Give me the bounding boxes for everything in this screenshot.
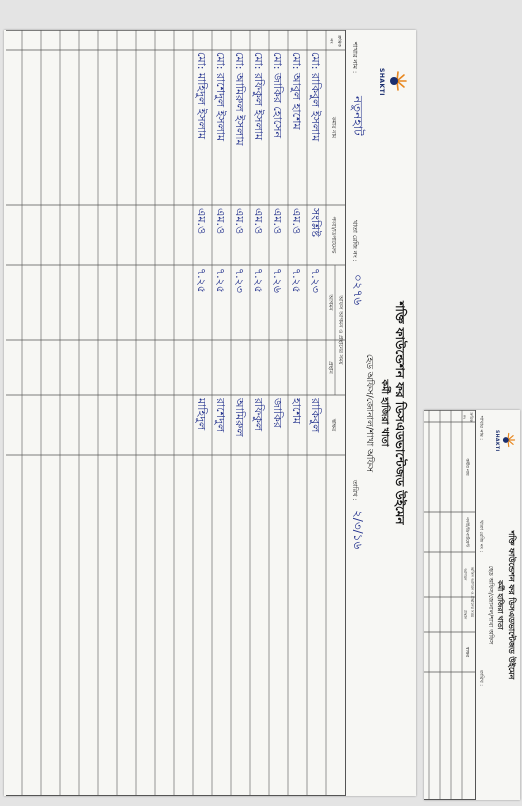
- row-arrival: ৭.২৫: [214, 268, 227, 293]
- row-arrival: ৭.২৫: [195, 268, 208, 293]
- header-serial: ক্রমিক নং: [328, 35, 342, 47]
- branch-label: শাখার নাম :: [351, 42, 359, 74]
- org-title: শক্তি ফাউন্ডেশন ফর ডিসএডভান্টেজড উইমেন: [393, 301, 407, 525]
- row-signature: আমিরুল: [233, 398, 246, 437]
- row-arrival: ৭.২৩: [309, 268, 322, 293]
- header-signature: স্বাক্ষর: [330, 418, 336, 432]
- header-arrival: আগমন: [327, 294, 333, 311]
- row-name: মো: রাকিবুল ইসলাম: [309, 52, 322, 142]
- header-name: কর্মীর নাম: [330, 116, 336, 139]
- header-departure: প্রস্থান: [463, 609, 468, 620]
- row-signature: রাশেদুল: [214, 398, 227, 433]
- org-title: শক্তি ফাউন্ডেশন ফর ডিসএডভান্টেজড উইমেন: [507, 530, 516, 680]
- header-name: কর্মীর নাম: [464, 458, 469, 476]
- book-no-label: খাতা রেজি নং :: [478, 520, 484, 553]
- logo-text: SHAKTI: [494, 430, 499, 452]
- header-departure: প্রস্থান: [327, 361, 333, 374]
- row-signature: রফিকুল: [252, 398, 265, 432]
- form-title: কর্মী হাজিরা খাতা: [379, 379, 390, 447]
- attendance-page-blank: [424, 410, 520, 800]
- row-designation: এম.ও: [195, 208, 208, 235]
- date-value: ২/৩/১৬: [351, 510, 365, 550]
- header-arrival-group: অফিস আগমন ও প্রস্থানের সময়: [470, 566, 475, 618]
- header-arrival-group: অফিস আগমন ও প্রস্থানের সময়: [337, 295, 343, 365]
- date-label: তারিখ :: [478, 670, 484, 686]
- header-signature: স্বাক্ষর: [464, 646, 469, 658]
- row-arrival: ৭.২৬: [271, 268, 284, 293]
- book-no-label: খাতা রেজি নং :: [351, 220, 359, 262]
- header-designation: পদবী/ডিপার্টমেন্ট: [464, 517, 469, 547]
- row-name: মো: আবুল হাশেম: [290, 52, 303, 130]
- row-arrival: ৭.২৫: [252, 268, 265, 293]
- row-designation: এম.ও: [290, 208, 303, 235]
- row-name: মো: রাশেদুল ইসলাম: [214, 52, 227, 142]
- header-arrival: আগমন: [463, 568, 468, 581]
- row-designation: এম.ও: [252, 208, 265, 235]
- row-designation: এম.ও: [271, 208, 284, 235]
- form-title: কর্মী হাজিরা খাতা: [496, 580, 504, 630]
- date-label: তারিখ :: [351, 480, 359, 501]
- header-designation: পদবী/ডিপার্টমেন্ট: [330, 216, 336, 254]
- book-no-value: ০২৭৬: [351, 274, 365, 306]
- row-signature: মাহিদুল: [195, 398, 208, 431]
- row-name: মো: রফিকুল ইসলাম: [252, 52, 265, 141]
- attendance-page-filled: [4, 30, 416, 796]
- logo-text: SHAKTI: [378, 68, 385, 96]
- header-serial: ক্রমিক নং: [462, 412, 474, 422]
- row-name: মো: মাহিদুল ইসলাম: [195, 52, 208, 140]
- form-subtitle: হেড অফিস/জোনাল/শাখা অফিস: [364, 353, 374, 473]
- row-signature: হাশেম: [290, 398, 303, 425]
- row-arrival: ৭.২৫: [290, 268, 303, 293]
- branch-value: নতুনহাট: [351, 96, 365, 136]
- row-name: মো: জাকির হোসেন: [271, 52, 284, 139]
- row-name: মো: আমিরুল ইসলাম: [233, 52, 246, 146]
- row-arrival: ৭.২৩: [233, 268, 246, 293]
- row-signature: জাকির: [271, 398, 284, 428]
- row-designation: এম.ও: [214, 208, 227, 235]
- form-subtitle: হেড অফিস/জোনাল/শাখা অফিস: [487, 565, 494, 645]
- branch-label: শাখার নাম :: [478, 416, 484, 440]
- row-designation: সংশ্লিষ্ট: [309, 208, 322, 237]
- row-signature: রাকিবুল: [309, 398, 322, 433]
- row-designation: এম.ও: [233, 208, 246, 235]
